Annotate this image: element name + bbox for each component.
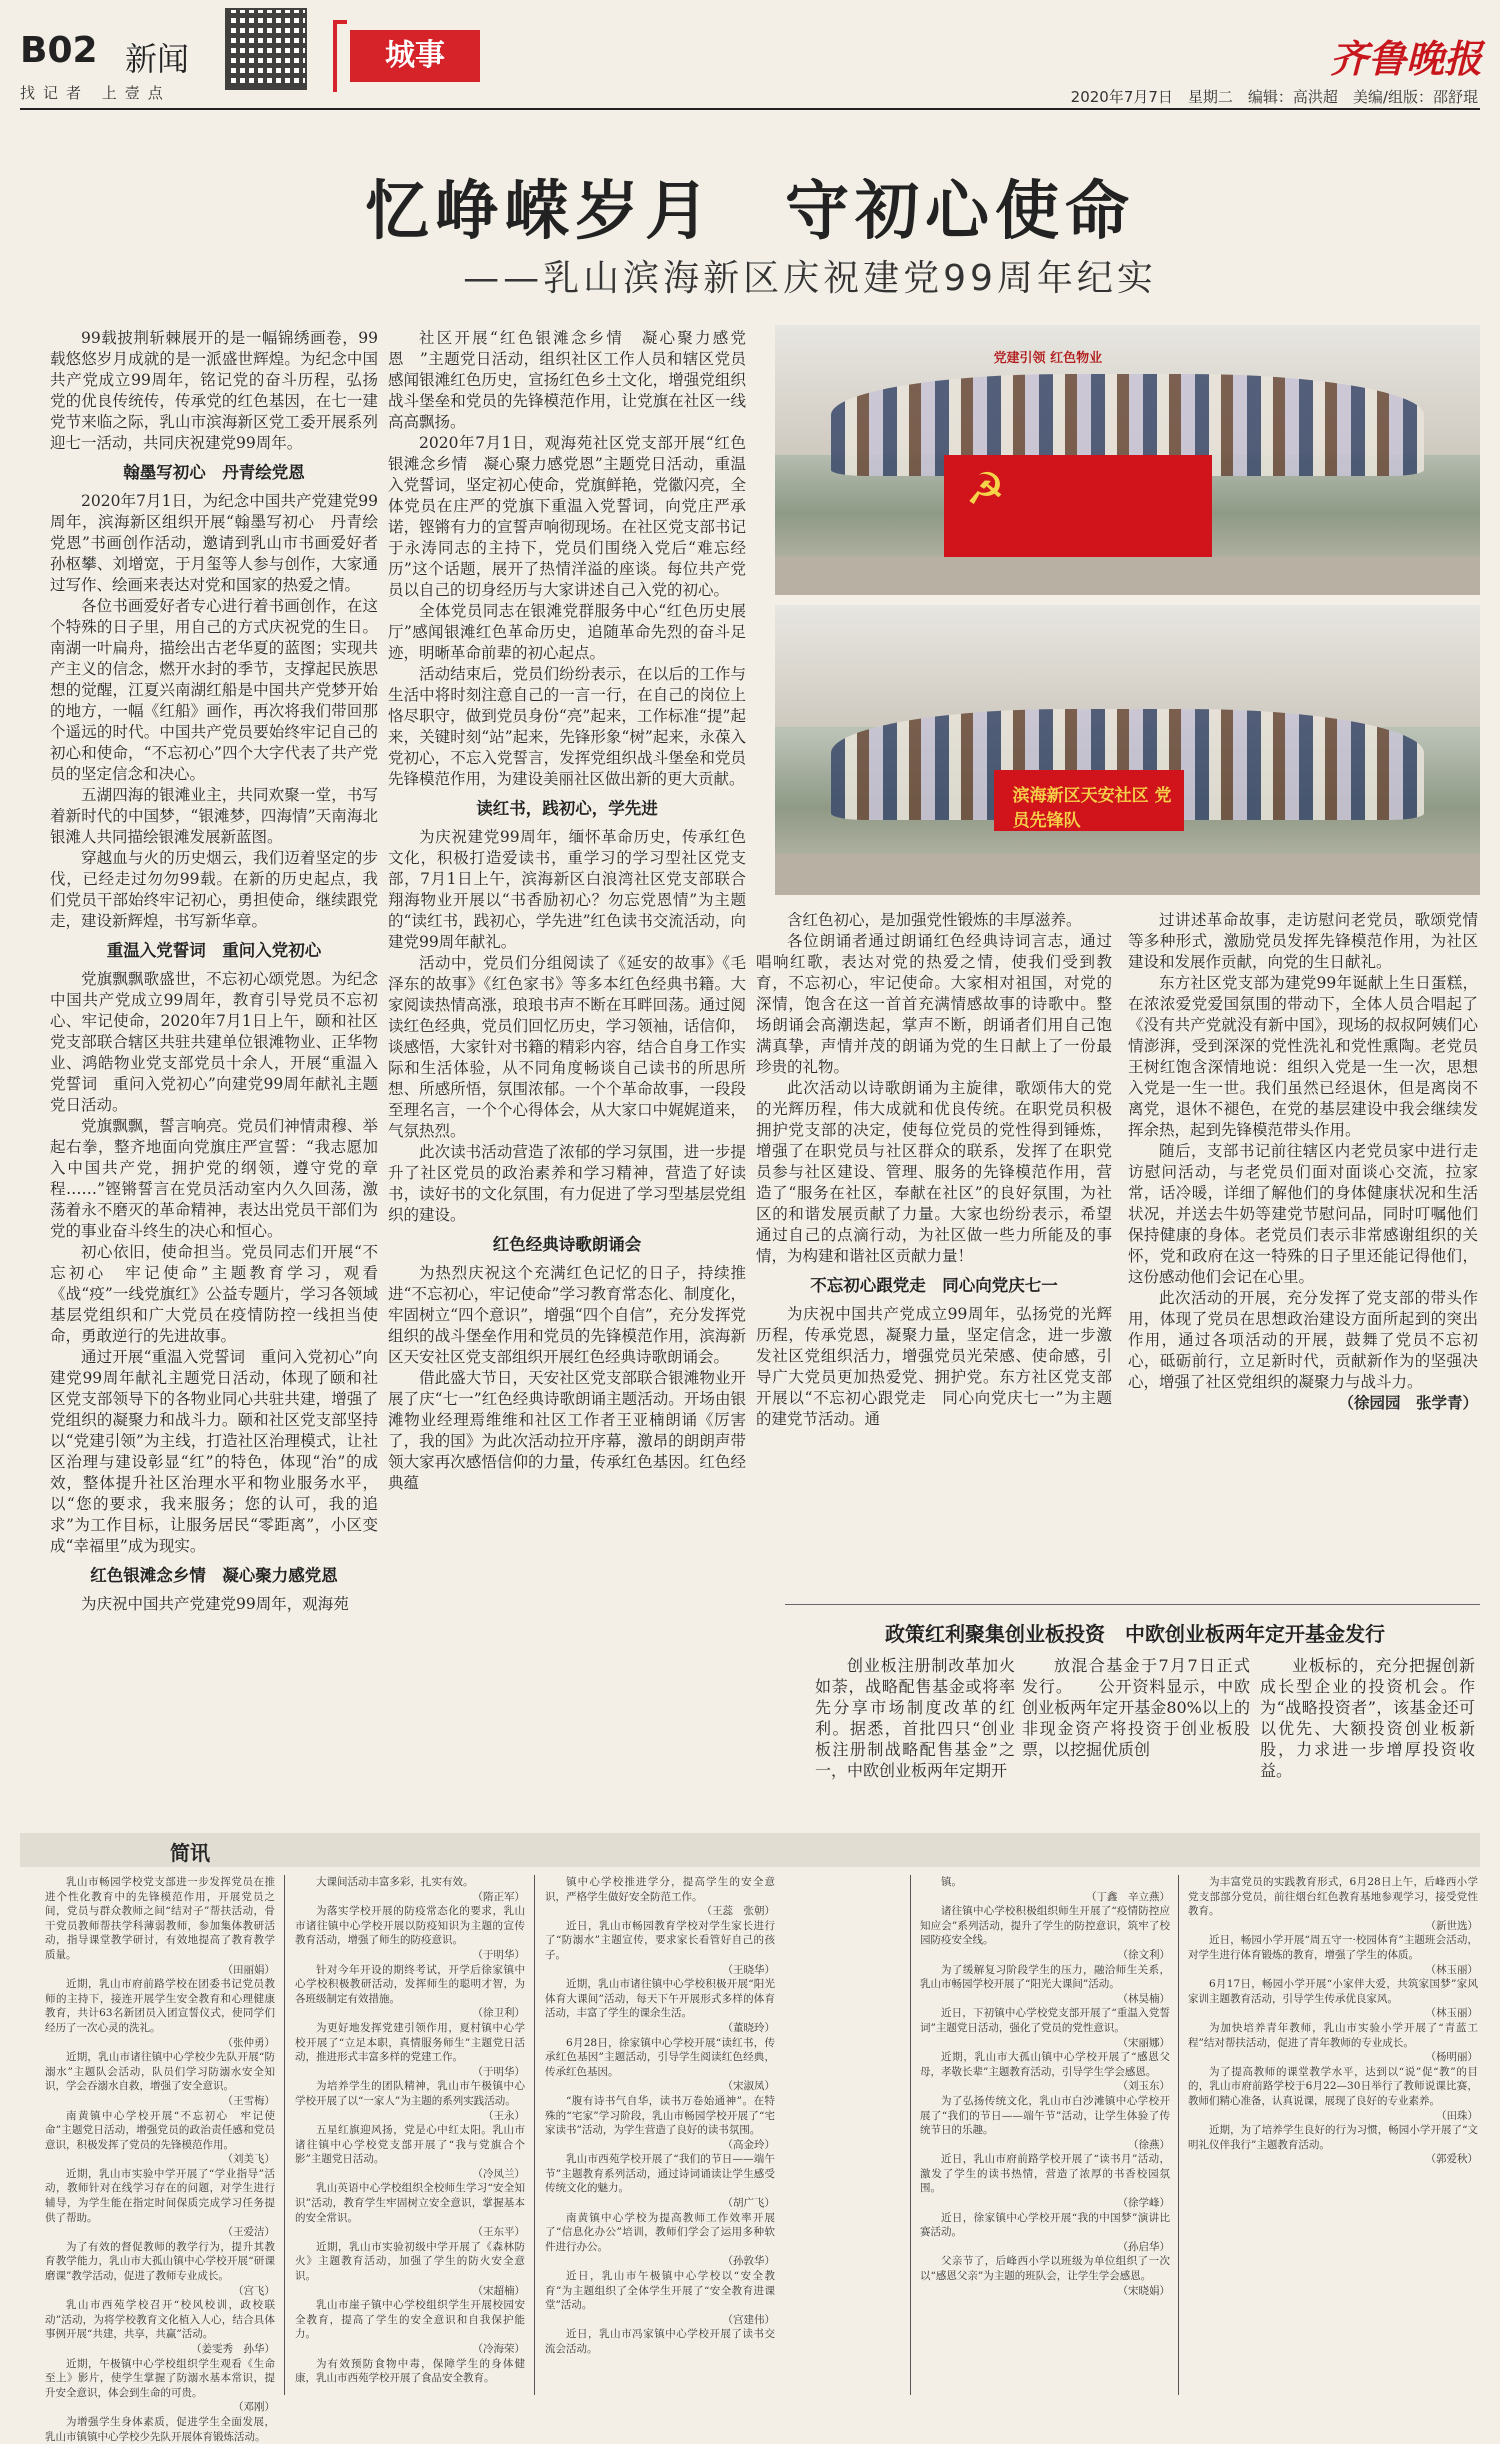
briefs-header (20, 1833, 1480, 1867)
brief-byline: （宋晓娟） (1117, 2284, 1170, 2297)
page-header (0, 0, 1500, 105)
section-heading: 重温入党誓词 重问入党初心 (106, 941, 322, 960)
brief-item: 近期，乳山市大孤山镇中心学校开展了“感恩父母，孝敬长辈”主题教育活动，引导学生学会感恩。 (920, 2051, 1170, 2078)
paragraph: 随后，支部书记前往辖区内老党员家中进行走访慰问活动，与老党员们面对面谈心交流，拉家常，话冷暖，详细了解他们的身体健康状况和生活状况，并送去牛奶等建党节慰问品，同时叮嘱他们保持健康的身体。老党员们表示非常感谢组织的关怀，党和政府在这一特殊的日子里还能记得他们，这份感动他们会记在心里。 (1128, 1142, 1478, 1286)
brief-item: 为丰富党员的实践教育形式，6月28日上午，后峰西小学党支部部分党员，前往烟台红色教育基地参观学习，接受党性教育。 (1188, 1876, 1478, 1918)
brief-item: 近日，畅园小学开展“周五守一·校园体育”主题班会活动，对学生进行体育锻炼的教育，增强了学生的体质。 (1188, 1934, 1478, 1961)
brief-byline: （冷海荣） (472, 2343, 525, 2355)
paragraph: 创业板注册制改革加火如荼，战略配售基金或将率先分享市场制度改革的红利。据悉，首批四只“创业板注册制战略配售基金”之一，中欧创业板两年定期开 (815, 1656, 1015, 1780)
photo-ground (775, 854, 1480, 895)
section-heading: 红色银滩念乡情 凝心聚力感党恩 (90, 1566, 338, 1585)
news-column-3 (1260, 1655, 1475, 1815)
brief-byline: （徐卫利） (472, 2007, 525, 2020)
paragraph: 东方社区党支部为建党99年诞献上生日蛋糕，在浓浓爱党爱国氛围的带动下，全体人员合唱起了《没有共产党就没有新中国》，现场的叔叔阿姨们心情澎湃，受到深深的党性洗礼和党性熏陶。老党员王树红饱含深情地说：组织入党是一生一次，思想入党是一生一世。我们虽然已经退休，但是离岗不离党，退休不褪色，在党的基层建设中我会继续发挥余热，起到先锋模范带头作用。 (1128, 974, 1478, 1139)
brief-byline: （张仲勇） (222, 2036, 275, 2049)
brief-item: 近日，乳山市午极镇中心学校以“安全教育”为主题组织了全体学生开展了“安全教育进课堂”活动。 (545, 2270, 775, 2312)
brief-item: 近期，乳山市诸往镇中心学校积极开展“阳光体育大课间”活动，每天下午开展形式多样的体育活动，丰富了学生的课余生活。 (545, 1978, 775, 2020)
brief-byline: （刘美飞） (222, 2153, 275, 2166)
brief-byline: （新世选） (1425, 1919, 1478, 1932)
brief-byline: （田丽娟） (222, 1963, 275, 1976)
brief-byline: （隋正军） (472, 1890, 525, 1903)
brief-byline: （林昊楠） (1117, 1992, 1170, 2005)
brief-byline: （姜雯秀 孙华） (191, 2343, 275, 2355)
paragraph: 社区开展“红色银滩念乡情 凝心聚力感党恩 ”主题党日活动，组织社区工作人员和辖区党员感闻银滩红色历史，宣扬红色乡土文化，增强党组织战斗堡垒和党员的先锋模范作用，让党旗在社区一线高高飘扬。 (388, 329, 746, 431)
brief-byline: （杨明丽） (1425, 2051, 1478, 2064)
party-flag: ☭ (944, 455, 1212, 574)
paragraph: 过讲述革命故事，走访慰问老党员，歌颂党情等多种形式，激励党员发挥先锋模范作用，为社区建设和发展作贡献，向党的生日献礼。 (1128, 911, 1478, 971)
brief-item: 为了弘扬传统文化，乳山市白沙滩镇中心学校开展了“我们的节日——端午节”活动，让学生体验了传统节日的乐趣。 (920, 2094, 1170, 2137)
article-subtitle: ——乳山滨海新区庆祝建党99周年纪实 (463, 258, 1157, 299)
section-name: 新闻 (125, 40, 190, 78)
brief-item: 为了缓解复习阶段学生的压力，融洽师生关系，乳山市畅园学校开展了“阳光大课间”活动。 (920, 1963, 1170, 1991)
divider (785, 1604, 1480, 1605)
byline: （徐园园 张学青） (1338, 1394, 1478, 1412)
brief-byline: （王雪梅） (222, 2094, 275, 2107)
briefs-column-5 (1188, 1875, 1478, 2400)
brief-item: 近期，午极镇中心学校组织学生观看《生命至上》影片，使学生掌握了防溺水基本常识，提升安全意识，体会到生命的可贵。 (45, 2357, 275, 2399)
brief-byline: （林玉丽） (1425, 2007, 1478, 2020)
brief-byline: （孙启华） (1117, 2240, 1170, 2253)
brief-byline: （宋超楠） (472, 2284, 525, 2297)
brief-item: 为了有效的督促教师的教学行为，提升其教育教学能力，乳山市大孤山镇中心学校开展“研课磨课”教学活动，促进了教师专业成长。 (45, 2240, 275, 2283)
brief-item: 为增强学生身体素质，促进学生全面发展，乳山市镇镇中心学校少先队开展体育锻炼活动。 (45, 2415, 275, 2443)
brief-item: 近日，徐家镇中心学校开展“我的中国梦”演讲比赛活动。 (920, 2211, 1170, 2239)
paragraph: 此次读书活动营造了浓郁的学习氛围，进一步提升了社区党员的政治素养和学习精神，营造了好读书，读好书的文化氛围，有力促进了学习型基层党组织的建设。 (388, 1143, 746, 1224)
brief-item: 乳山市西苑学校开展了“我们的节日——端午节”主题教育系列活动，通过诗词诵读让学生感受传统文化的魅力。 (545, 2153, 775, 2195)
brief-byline: （于明华） (472, 2065, 525, 2078)
brief-byline: （王晓华） (722, 1963, 775, 1976)
column-divider (284, 1875, 285, 2395)
paragraph: 党旗飘飘，誓言响亮。党员们神情肃穆、举起右拳，整齐地面向党旗庄严宣誓：“我志愿加入中国共产党，拥护党的纲领，遵守党的章程……”铿锵誓言在党员活动室内久久回荡，激荡着永不磨灭的革命精神，表达出党员干部们为党的事业奋斗终生的决心和恒心。 (50, 1117, 378, 1240)
newspaper-logo: 齐鲁晚报 (1330, 36, 1483, 81)
paragraph: 含红色初心，是加强党性锻炼的丰厚滋养。 (787, 911, 1082, 929)
section-heading: 读红书，践初心，学先进 (476, 799, 658, 818)
paragraph: 各位朗诵者通过朗诵红色经典诗词言志，通过唱响红歌，表达对党的热爱之情，使我们受到教育，不忘初心，牢记使命。大家相对祖国，对党的深情，饱含在这一首首充满情感故事的诗歌中。整场朗诵会高潮迭起，掌声不断，朗诵者们用自己饱满真挚，声情并茂的朗诵为党的生日献上了一份最珍贵的礼物。 (756, 932, 1112, 1076)
brief-byline: （王爱洁） (222, 2226, 275, 2239)
briefs-column-3 (545, 1875, 775, 2400)
header-rule (20, 108, 1480, 110)
brief-item: 南黄镇中心学校开展“不忘初心 牢记使命”主题党日活动，增强党员的政治责任感和党员意识，积极发挥了党员的先锋模范作用。 (45, 2109, 275, 2151)
group-photo-2 (775, 605, 1480, 895)
section-heading: 不忘初心跟党走 同心向党庆七一 (810, 1276, 1058, 1295)
article-column-1 (50, 328, 378, 1806)
brief-item: 为了提高教师的课堂教学水平，达到以“说”促“教”的目的，乳山市府前路学校于6月22—30日举行了教师说课比赛，教师们精心准备，认真说课，展现了良好的专业素养。 (1188, 2065, 1478, 2107)
article-column-2 (388, 328, 746, 1806)
section-heading: 翰墨写初心 丹青绘党恩 (123, 463, 305, 482)
paragraph: 初心依旧，使命担当。党员同志们开展“不忘初心 牢记使命”主题教育学习，观看《战“疫”一线党旗红》公益专题片，学习各领域基层党组织和广大党员在疫情防控一线担当使命，勇敢逆行的先进故事。 (50, 1243, 378, 1345)
brief-item: 乳山市崖子镇中心学校组织学生开展校园安全教育，提高了学生的安全意识和自我保护能力。 (295, 2299, 525, 2341)
brief-item: 乳山市西苑学校召开“校风校训，政校联动”活动，为将学校教育文化植入人心，结合具体事例开展“共建，共享，共赢”活动。 (45, 2299, 275, 2341)
brief-byline: （徐燕） (1128, 2138, 1170, 2151)
briefs-title: 简讯 (170, 1841, 210, 1865)
paragraph: 99载披荆斩棘展开的是一幅锦绣画卷，99载悠悠岁月成就的是一派盛世辉煌。为纪念中国共产党成立99周年，铭记党的奋斗历程，弘扬党的优良传统传，传承党的红色基因，在七一建党节来临之际，乳山市滨海新区党工委开展系列迎七一活动，共同庆祝建党99周年。 (50, 329, 378, 452)
slogan: 找记者 上壹点 (20, 84, 171, 102)
brief-byline: （王蕊 张朝） (701, 1905, 775, 1918)
brief-byline: （孙敦华） (722, 2255, 775, 2268)
brief-item: 6月17日，畅园小学开展“小家伴大爱，共筑家国梦”家风家训主题教育活动，引导学生传承优良家风。 (1188, 1978, 1478, 2005)
section-heading: 红色经典诗歌朗诵会 (492, 1235, 642, 1254)
brief-byline: （王永） (483, 2109, 525, 2122)
brief-byline: （邓刚） (233, 2401, 275, 2414)
brief-item: 诸往镇中心学校积极组织师生开展了“疫情防控应知应会”系列活动，提升了学生的防控意识，筑牢了校园防疫安全线。 (920, 1905, 1170, 1947)
briefs-column-1 (45, 1875, 275, 2443)
brief-byline: （郭爱秋） (1425, 2153, 1478, 2166)
brief-item: 为有效预防食物中毒，保障学生的身体健康，乳山市西苑学校开展了食品安全教育。 (295, 2357, 525, 2385)
paragraph: 业板标的，充分把握创新成长型企业的投资机会。作为“战略投资者”，该基金还可以优先、大额投资创业板新股，力求进一步增厚投资收益。 (1260, 1656, 1475, 1780)
page-number: B02 (20, 30, 98, 71)
brief-byline: （徐文利） (1117, 1948, 1170, 1961)
paragraph: 为庆祝中国共产党建党99周年，观海苑 (81, 1595, 349, 1613)
brief-item: 近期，为了培养学生良好的行为习惯，畅园小学开展了“文明礼仪伴我行”主题教育活动。 (1188, 2124, 1478, 2151)
briefs-column-4 (920, 1875, 1170, 2400)
brief-byline: （丁鑫 辛立燕） (1086, 1890, 1170, 1903)
brief-byline: （刘玉东） (1117, 2080, 1170, 2093)
paragraph: 各位书画爱好者专心进行着书画创作，在这个特殊的日子里，用自己的方式庆祝党的生日。南湖一叶扁舟，描绘出古老华夏的蓝图；实现共产主义的信念，燃开水封的季节，支撑起民族思想的觉醒，江夏兴南湖红船是中国共产党梦开始的地方，一幅《红船》画作，再次将我们带回那个遥远的时代。中国共产党员要始终牢记自己的初心和使命，“不忘初心”四个大字代表了共产党员的坚定信念和决心。 (50, 597, 378, 783)
paragraph: 活动中，党员们分组阅读了《延安的故事》《毛泽东的故事》《红色家书》等多本红色经典书籍。大家阅读热情高涨，琅琅书声不断在耳畔回荡。通过阅读红色经典，党员们回忆历史，学习领袖，话信仰，谈感悟，大家针对书籍的精彩内容，结合自身工作实际和生活体验，从不同角度畅谈自己读书的所思所想、所感所悟，氛围浓郁。一个个革命故事，一段段至理名言，一个个心得体会，从大家口中娓娓道来，气氛热烈。 (388, 954, 746, 1140)
paragraph: 为热烈庆祝这个充满红色记忆的日子，持续推进“不忘初心，牢记使命”学习教育常态化、制度化，牢固树立“四个意识”，增强“四个自信”，充分发挥党组织的战斗堡垒作用和党员的先锋模范作用，滨海新区天安社区党支部组织开展红色经典诗歌朗诵会。 (388, 1264, 746, 1366)
paragraph: 借此盛大节日，天安社区党支部联合银滩物业开展了庆“七一”红色经典诗歌朗诵主题活动。开场由银滩物业经理焉维维和社区工作者王亚楠朗诵《厉害了，我的国》为此次活动拉开序幕，激昂的朗朗声带领大家再次感悟信仰的力量，传承红色基因。红色经典蕴 (388, 1369, 746, 1492)
brief-byline: （宋淑凤） (722, 2080, 775, 2093)
photo-ground (775, 557, 1480, 595)
article-column-4 (1128, 910, 1478, 1590)
paragraph: 为庆祝建党99周年，缅怀革命历史，传承红色文化，积极打造爱读书，重学习的学习型社区党支部，7月1日上午，滨海新区白浪湾社区党支部联合翔海物业开展以“书香励初心？勿忘党恩情”为主题的“读红书，践初心，学先进”红色读书交流活动，向建党99周年献礼。 (388, 828, 746, 951)
brief-item: 6月28日，徐家镇中心学校开展“读红书，传承红色基因”主题活动，引导学生阅读红色经典，传承红色基因。 (545, 2036, 775, 2078)
brief-item: 为培养学生的团队精神，乳山市午极镇中心学校开展了以“一家人”为主题的系列实践活动。 (295, 2080, 525, 2107)
brief-item: 近日，乳山市冯家镇中心学校开展了读书交流会活动。 (545, 2328, 775, 2355)
brief-item: 为落实学校开展的防疫常态化的要求，乳山市诸往镇中心学校开展以防疫知识为主题的宣传教育活动，增强了师生的防疫意识。 (295, 1905, 525, 1947)
section-tag: 城事 (350, 30, 480, 82)
paragraph: 活动结束后，党员们纷纷表示，在以后的工作与生活中将时刻注意自己的一言一行，在自己的岗位上恪尽职守，做到党员身份“亮”起来，工作标准“提”起来，关键时刻“站”起来，先锋形象“树”起来，永葆入党初心，不忘入党誓言，发挥党组织战斗堡垒和党员先锋模范作用，为建设美丽社区做出新的更大贡献。 (388, 665, 746, 788)
team-banner: 滨海新区天安社区 党员先锋队 (994, 770, 1184, 831)
briefs-column-2 (295, 1875, 525, 2400)
brief-byline: （田珠） (1436, 2109, 1478, 2122)
brief-item: 近期，乳山市实验中学开展了“学业指导”活动，教师针对在线学习存在的问题，对学生进行辅导，为学生能在指定时间保质完成学习任务提供了帮助。 (45, 2167, 275, 2224)
news-column-2 (1022, 1655, 1250, 1815)
brief-byline: （宋丽娜） (1117, 2036, 1170, 2049)
brief-item: 乳山英语中心学校组织全校师生学习“安全知识”活动，教育学生牢固树立安全意识，掌握基本的安全常识。 (295, 2182, 525, 2224)
news-column-1 (815, 1655, 1015, 1815)
group-photo-1 (775, 325, 1480, 595)
column-divider (1178, 1875, 1179, 2395)
brief-item: 近期，乳山市府前路学校在团委书记党员教师的主持下，接连开展学生安全教育和心理健康教育，共计63名新团员入团宣誓仪式，使同学们经历了一次心灵的洗礼。 (45, 1978, 275, 2034)
brief-byline: （高金玲） (722, 2138, 775, 2151)
article-title: 忆峥嵘岁月 守初心使命 (365, 175, 1135, 249)
column-divider (534, 1875, 535, 2395)
brief-byline: （林玉丽） (1425, 1963, 1478, 1976)
brief-byline: （胡广飞） (722, 2197, 775, 2210)
brief-item: 近期，乳山市实验初级中学开展了《森林防火》主题教育活动，加强了学生的防火安全意识。 (295, 2240, 525, 2283)
brief-item: “腹有诗书气自华，读书万卷始通神”。在特殊的“宅家”学习阶段，乳山市畅园学校开展了“宅家读书”活动，为学生营造了良好的读书氛围。 (545, 2094, 775, 2137)
brief-item: 五星红旗迎风扬，党是心中红太阳。乳山市诸往镇中心学校党支部开展了“我与党旗合个影”主题党日活动。 (295, 2124, 525, 2166)
brief-item: 南黄镇中心学校为提高教师工作效率开展了“信息化办公”培训，教师们学会了运用多种软件进行办公。 (545, 2211, 775, 2253)
brief-byline: （董晓玲） (722, 2021, 775, 2034)
brief-item: 为加快培养青年教师，乳山市实验小学开展了“青蓝工程”结对帮扶活动，促进了青年教师的专业成长。 (1188, 2021, 1478, 2049)
brief-byline: （冷凤兰） (472, 2167, 525, 2180)
article-column-3 (756, 910, 1112, 1590)
brief-byline: （徐学峰） (1117, 2197, 1170, 2210)
brief-item: 父亲节了，后峰西小学以班级为单位组织了一次以“感恩父亲”为主题的班队会，让学生学会感恩。 (920, 2255, 1170, 2283)
paragraph: 通过开展“重温入党誓词 重问入党初心”向建党99周年献礼主题党日活动，体现了颐和社区党支部领导下的各物业同心共驻共建，增强了党组织的凝聚力和战斗力。颐和社区党支部坚持以“党建引领”为主线，打造社区治理模式，让社区治理与建设彰显“红”的特色，体现“治”的成效，整体提升社区治理水平和物业服务水平，以“您的要求，我来服务；您的认可，我的追求”为工作目标，让服务居民“零距离”，小区变成“幸福里”成为现实。 (50, 1348, 378, 1555)
brief-item: 乳山市畅园学校党支部进一步发挥党员在推进个性化教育中的先锋模范作用，开展党员之间，党员与群众教师之间“结对子”帮扶活动，骨干党员教师帮扶学科薄弱教师，参加集体教研活动，指导课堂教学研讨，有效地提高了教育教学质量。 (45, 1876, 275, 1961)
column-divider (910, 1875, 911, 2395)
paragraph: 为庆祝中国共产党成立99周年，弘扬党的光辉历程，传承党恩，凝聚力量，坚定信念，进一步激发社区党组织活力，增强党员光荣感、使命感，引导广大党员更加热爱党、拥护党。东方社区党支部开展以“不忘初心跟党走 同心向党庆七一”为主题的建党节活动。通 (756, 1305, 1112, 1428)
paragraph: 穿越血与火的历史烟云，我们迈着坚定的步伐，已经走过勿勿99载。在新的历史起点，我们党员干部始终牢记初心，勇担使命，继续跟党走，建设新辉煌，书写新华章。 (50, 849, 378, 930)
paragraph: 2020年7月1日，观海苑社区党支部开展“红色银滩念乡情 凝心聚力感党恩”主题党日活动，重温入党誓词，坚定初心使命，党旗鲜艳，党徽闪亮，全体党员在庄严的党旗下重温入党誓词，向党庄严承诺，铿锵有力的宣誓声响彻现场。在社区党支部书记于永涛同志的主持下，党员们围绕入党后“难忘经历”这个话题，展开了热情洋溢的座谈。每位共产党员以自己的切身经历与大家讲述自己入党的初心。 (388, 434, 746, 599)
paragraph: 2020年7月1日，为纪念中国共产党建党99周年，滨海新区组织开展“翰墨写初心 丹青绘党恩”书画创作活动，邀请到乳山市书画爱好者孙枢攀、刘增宽，于月玺等人参与创作，大家通过写作、绘画来表达对党和国家的热爱之情。 (50, 492, 378, 594)
brief-item: 针对今年开设的期终考试，开学后徐家镇中心学校积极教研活动，发挥师生的聪明才智，为各班级制定有效措施。 (295, 1963, 525, 2005)
brief-item: 镇中心学校推进学分，提高学生的安全意识，严格学生做好安全防范工作。 (545, 1876, 775, 1903)
photo-banner-text: 党建引领 红色物业 (993, 350, 1103, 366)
brief-byline: （宫建伟） (722, 2313, 775, 2326)
brief-item: 近期，乳山市诸往镇中心学校少先队开展“防溺水”主题队会活动，队员们学习防溺水安全知识，学会吞溺水自救，增强了安全意识。 (45, 2051, 275, 2093)
brief-byline: （王东平） (472, 2226, 525, 2239)
qr-code-icon[interactable] (225, 8, 307, 90)
brief-item: 大课间活动丰富多彩，扎实有效。 (316, 1876, 474, 1888)
paragraph: 放混合基金于7月7日正式发行。 公开资料显示，中欧创业板两年定开基金80%以上的非现金资产将投资于创业板股票，以挖掘优质创 (1022, 1656, 1250, 1759)
paragraph: 党旗飘飘歌盛世，不忘初心颂党恩。为纪念中国共产党成立99周年，教育引导党员不忘初心、牢记使命，2020年7月1日上午，颐和社区党支部联合辖区共驻共建单位银滩物业、正华物业、鸿皓物业党支部党员十余人，开展“重温入党誓词 重问入党初心”向建党99周年献礼主题党日活动。 (50, 970, 378, 1114)
news-headline: 政策红利聚集创业板投资 中欧创业板两年定开基金发行 (885, 1622, 1385, 1646)
brief-item: 近日，乳山市畅园教育学校对学生家长进行了“防溺水”主题宣传，要求家长看管好自己的孩子。 (545, 1919, 775, 1961)
brief-item: 镇。 (941, 1876, 962, 1888)
brief-item: 近日，乳山市府前路学校开展了“读书月”活动，激发了学生的读书热情，营造了浓厚的书香校园氛围。 (920, 2153, 1170, 2195)
paragraph: 此次活动以诗歌朗诵为主旋律，歌颂伟大的党的光辉历程，伟大成就和优良传统。在职党员积极拥护党支部的决定，使每位党员的党性得到锤炼，增强了在职党员与社区群众的联系，发挥了在职党员参与社区建设、管理、服务的先锋模范作用，营造了“服务在社区，奉献在社区”的良好氛围，为社区的和谐发展贡献了力量。大家也纷纷表示，希望通过自己的点滴行动，为社区做一些力所能及的事情，为构建和谐社区贡献力量！ (756, 1079, 1112, 1265)
paragraph: 此次活动的开展，充分发挥了党支部的带头作用，体现了党员在思想政治建设方面所起到的突出作用，通过各项活动的开展，鼓舞了党员不忘初心，砥砺前行，立足新时代，贡献新作为的坚强决心，增强了社区党组织的凝聚力与战斗力。 (1128, 1289, 1478, 1391)
brief-item: 为更好地发挥党建引领作用，夏村镇中心学校开展了“立足本职，真情服务师生”主题党日活动，推进形式丰富多样的党建工作。 (295, 2021, 525, 2064)
brief-item: 近日，下初镇中心学校党支部开展了“重温入党誓词”主题党日活动，强化了党员的党性意识。 (920, 2007, 1170, 2034)
paragraph: 全体党员同志在银滩党群服务中心“红色历史展厅”感闻银滩红色革命历史，追随革命先烈的奋斗足迹，明晰革命前辈的初心起点。 (388, 602, 746, 662)
issue-meta: 2020年7月7日 星期二 编辑：高洪超 美编/组版：邵舒琨 (1070, 88, 1478, 106)
brief-byline: （宫飞） (233, 2284, 275, 2297)
paragraph: 五湖四海的银滩业主，共同欢聚一堂，书写着新时代的中国梦，“银滩梦，四海情”天南海北银滩人共同描绘银滩发展新蓝图。 (50, 786, 378, 846)
brief-byline: （于明华） (472, 1948, 525, 1961)
tag-corner-decoration (333, 20, 347, 92)
